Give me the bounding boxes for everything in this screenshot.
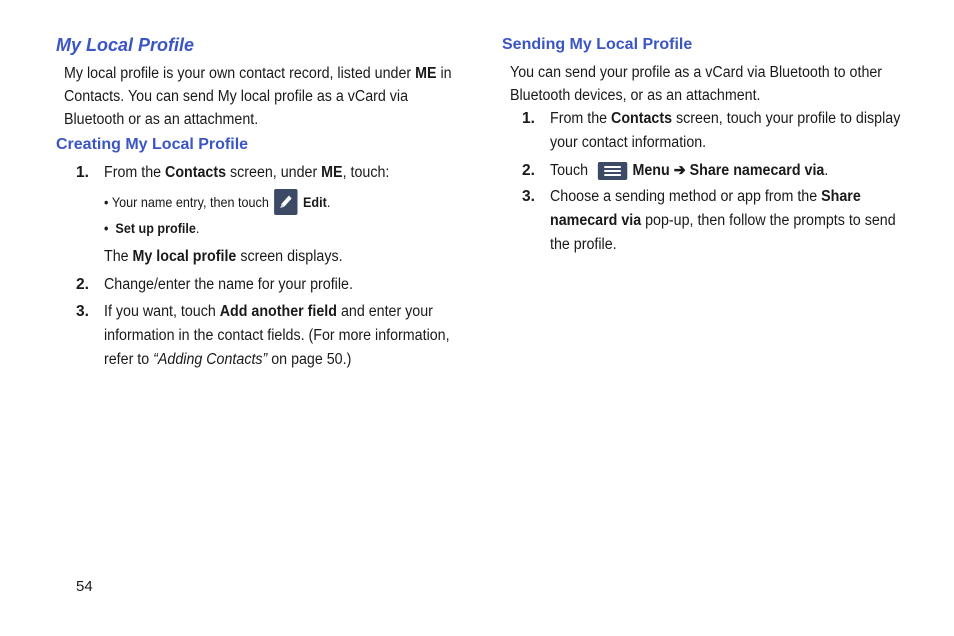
menu-icon [598, 162, 627, 180]
step-1: 1. From the Contacts screen, touch your profile to display your contact information. [522, 110, 901, 151]
step-3: 3. If you want, touch Add another field and enter your information in the contact fields. (For more information, refer to “Adding Contacts” on page 50.) [76, 303, 450, 368]
edit-icon [274, 189, 297, 215]
right-column [502, 34, 922, 257]
step-2: 2. Touch Menu ➔ Share namecard via. [522, 162, 829, 179]
bullet-item: • Your name entry, then touch Edit . [104, 189, 430, 215]
screen-note: The My local profile screen displays. [104, 248, 343, 265]
subsection-title: Sending My Local Profile [502, 36, 693, 53]
intro-paragraph: My local profile is your own contact record, listed under ME in Contacts. You can send My local profile as a vCard via Bluetooth or as an attachment. [64, 65, 452, 128]
step-2: 2. Change/enter the name for your profile. [76, 276, 353, 293]
bullet-item: • Set up profile . [104, 220, 200, 236]
subsection-title: Creating My Local Profile [56, 136, 249, 153]
intro-paragraph: You can send your profile as a vCard via Bluetooth to other Bluetooth devices, or as an attachment. [510, 64, 883, 104]
section-title: My Local Profile [56, 35, 195, 55]
left-column [56, 34, 466, 372]
step-3: 3. Choose a sending method or app from the Share namecard via pop-up, then follow the prompts to send the profile. [522, 188, 896, 253]
page-number: 54 [76, 578, 93, 595]
step-1: 1. From the Contacts screen, under ME, touch: [76, 164, 390, 181]
